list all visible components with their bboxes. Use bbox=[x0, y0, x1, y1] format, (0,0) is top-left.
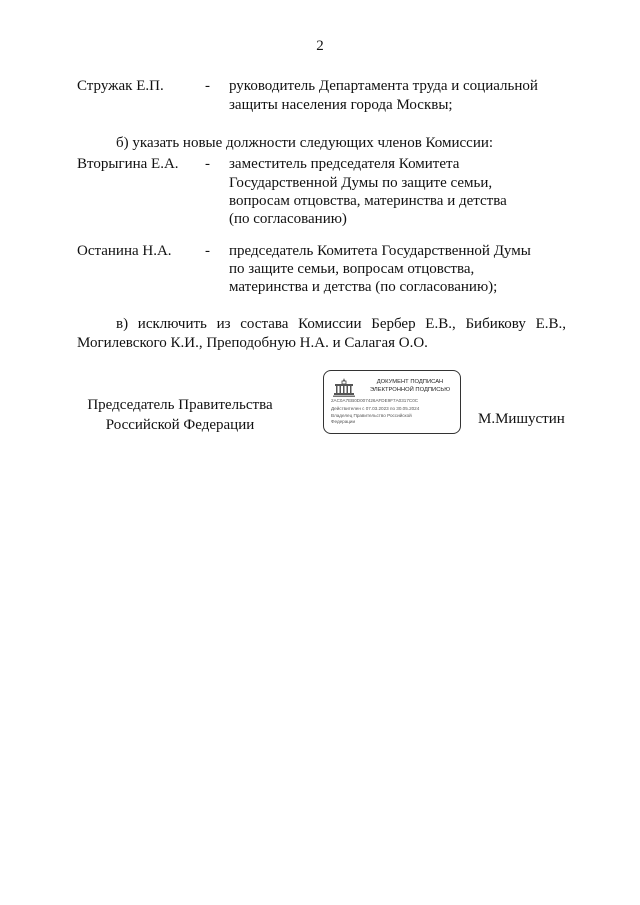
member-position-line: руководитель Департамента труда и социальной bbox=[229, 78, 538, 94]
stamp-certificate: 2AC0A7EB0D007426AFDE9F7A0317C0C bbox=[331, 398, 419, 403]
signatory-position-line: Российской Федерации bbox=[105, 417, 255, 433]
member-name: Останина Н.А. bbox=[77, 243, 172, 259]
government-building-icon bbox=[332, 376, 356, 398]
member-position-line: по защите семьи, вопросам отцовства, bbox=[229, 261, 475, 277]
item-c-line: в) исключить из состава Комиссии Бербер Е.В., Бибикову Е.В., bbox=[116, 316, 566, 332]
dash: - bbox=[205, 243, 210, 259]
member-position-line: защиты населения города Москвы; bbox=[229, 97, 453, 113]
dash: - bbox=[205, 156, 210, 172]
member-name: Вторыгина Е.А. bbox=[77, 156, 179, 172]
member-position-line: материнства и детства (по согласованию); bbox=[229, 279, 498, 295]
member-position-line: Государственной Думы по защите семьи, bbox=[229, 175, 493, 191]
dash: - bbox=[205, 78, 210, 94]
member-position-line: (по согласованию) bbox=[229, 211, 347, 227]
member-position-line: заместитель председателя Комитета bbox=[229, 156, 460, 172]
stamp-header bbox=[362, 378, 458, 394]
signatory-name: М.Мишустин bbox=[478, 411, 565, 427]
signatory-position-line: Председатель Правительства bbox=[87, 397, 273, 413]
stamp-header-line: ДОКУМЕНТ ПОДПИСАН bbox=[376, 379, 444, 385]
member-name: Стружак Е.П. bbox=[77, 78, 164, 94]
stamp-owner-line: Федерации bbox=[331, 419, 356, 424]
stamp-validity: Действителен с 07.03.2023 по 30.05.2024 bbox=[331, 406, 420, 411]
page-number: 2 bbox=[316, 38, 324, 54]
item-b-heading: б) указать новые должности следующих членов Комиссии: bbox=[116, 135, 494, 151]
member-position-line: вопросам отцовства, материнства и детства bbox=[229, 193, 507, 209]
stamp-owner-line: Владелец Правительство Российской bbox=[331, 413, 412, 418]
stamp-header-line: ЭЛЕКТРОННОЙ ПОДПИСЬЮ bbox=[369, 387, 451, 393]
member-position-line: председатель Комитета Государственной Думы bbox=[229, 243, 531, 259]
signatory-position bbox=[77, 395, 283, 435]
electronic-signature-stamp bbox=[323, 370, 461, 434]
item-c-line: Могилевского К.И., Преподобную Н.А. и Салагая О.О. bbox=[77, 335, 428, 351]
